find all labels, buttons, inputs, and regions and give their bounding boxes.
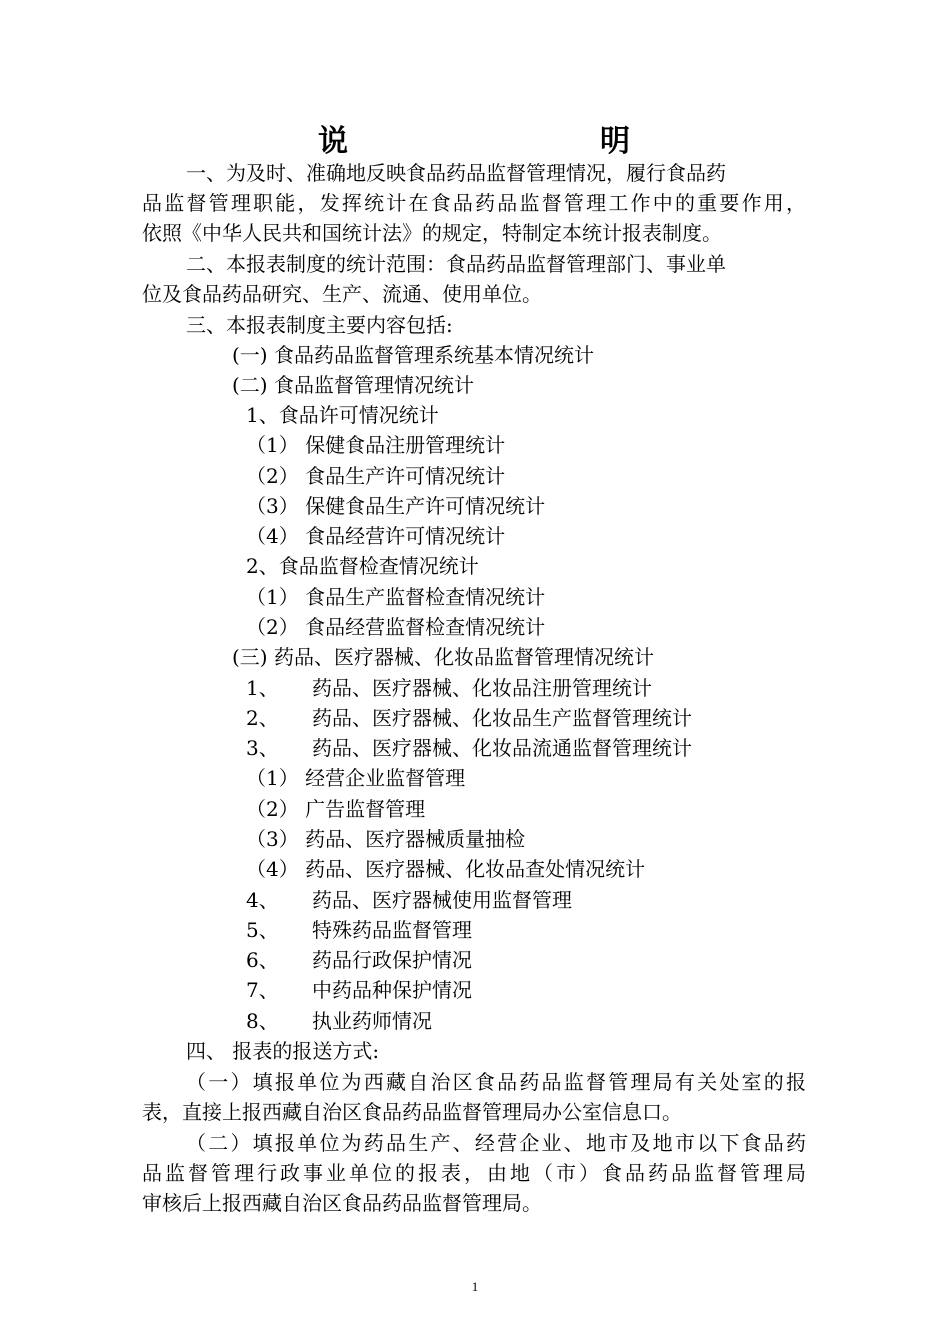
outline-item: 药品、医疗器械、化妆品注册管理统计 xyxy=(312,676,652,700)
outline-item: （3） 药品、医疗器械质量抽检 xyxy=(246,827,526,851)
page-number: 1 xyxy=(471,1279,479,1294)
section-heading: 三、本报表制度主要内容包括: xyxy=(186,313,453,337)
paragraph-line: 二、本报表制度的统计范围：食品药品监督管理部门、事业单 xyxy=(186,252,726,276)
outline-number: 7、 xyxy=(246,978,279,1002)
outline-item: （1） 食品生产监督检查情况统计 xyxy=(246,585,546,609)
paragraph-line: 表，直接上报西藏自治区食品药品监督管理局办公室信息口。 xyxy=(142,1100,682,1124)
outline-item: 药品、医疗器械、化妆品流通监督管理统计 xyxy=(312,736,692,760)
outline-item: （2） 食品经营监督检查情况统计 xyxy=(246,615,546,639)
outline-item: （3） 保健食品生产许可情况统计 xyxy=(246,494,546,518)
paragraph-line: 审核后上报西藏自治区食品药品监督管理局。 xyxy=(142,1191,542,1215)
outline-item: (三) 药品、医疗器械、化妆品监督管理情况统计 xyxy=(232,645,654,669)
section-heading: 四、 报表的报送方式: xyxy=(186,1039,380,1063)
outline-item: 1、食品许可情况统计 xyxy=(246,403,439,427)
outline-number: 8、 xyxy=(246,1009,279,1033)
outline-item: （2） 食品生产许可情况统计 xyxy=(246,464,506,488)
outline-item: (二) 食品监督管理情况统计 xyxy=(232,373,474,397)
outline-item: （4） 药品、医疗器械、化妆品查处情况统计 xyxy=(246,857,646,881)
outline-item: （4） 食品经营许可情况统计 xyxy=(246,524,506,548)
outline-number: 3、 xyxy=(246,736,279,760)
outline-item: （2） 广告监督管理 xyxy=(246,797,426,821)
outline-item: (一) 食品药品监督管理系统基本情况统计 xyxy=(232,343,594,367)
outline-item: 药品行政保护情况 xyxy=(312,948,472,972)
outline-number: 1、 xyxy=(246,676,279,700)
outline-item: 2、食品监督检查情况统计 xyxy=(246,554,479,578)
outline-number: 6、 xyxy=(246,948,279,972)
paragraph-line: 品监督管理行政事业单位的报表，由地（市）食品药品监督管理局 xyxy=(142,1161,806,1185)
outline-item: 执业药师情况 xyxy=(312,1009,432,1033)
outline-item: （1） 保健食品注册管理统计 xyxy=(246,433,506,457)
outline-item: （1） 经营企业监督管理 xyxy=(246,766,466,790)
outline-number: 5、 xyxy=(246,918,279,942)
paragraph-line: 位及食品药品研究、生产、流通、使用单位。 xyxy=(142,282,542,306)
outline-item: 特殊药品监督管理 xyxy=(312,918,472,942)
paragraph-line: （二）填报单位为药品生产、经营企业、地市及地市以下食品药 xyxy=(186,1131,806,1155)
paragraph-line: 一、为及时、准确地反映食品药品监督管理情况，履行食品药 xyxy=(186,161,726,185)
title-char-2: 明 xyxy=(600,124,630,159)
outline-number: 4、 xyxy=(246,888,279,912)
outline-item: 药品、医疗器械使用监督管理 xyxy=(312,888,572,912)
paragraph-line: （一）填报单位为西藏自治区食品药品监督管理局有关处室的报 xyxy=(186,1070,806,1094)
outline-item: 中药品种保护情况 xyxy=(312,978,472,1002)
title-char-1: 说 xyxy=(318,124,348,159)
paragraph-line: 依照《中华人民共和国统计法》的规定，特制定本统计报表制度。 xyxy=(142,221,722,245)
outline-number: 2、 xyxy=(246,706,279,730)
paragraph-line: 品监督管理职能，发挥统计在食品药品监督管理工作中的重要作用， xyxy=(142,191,806,215)
outline-item: 药品、医疗器械、化妆品生产监督管理统计 xyxy=(312,706,692,730)
